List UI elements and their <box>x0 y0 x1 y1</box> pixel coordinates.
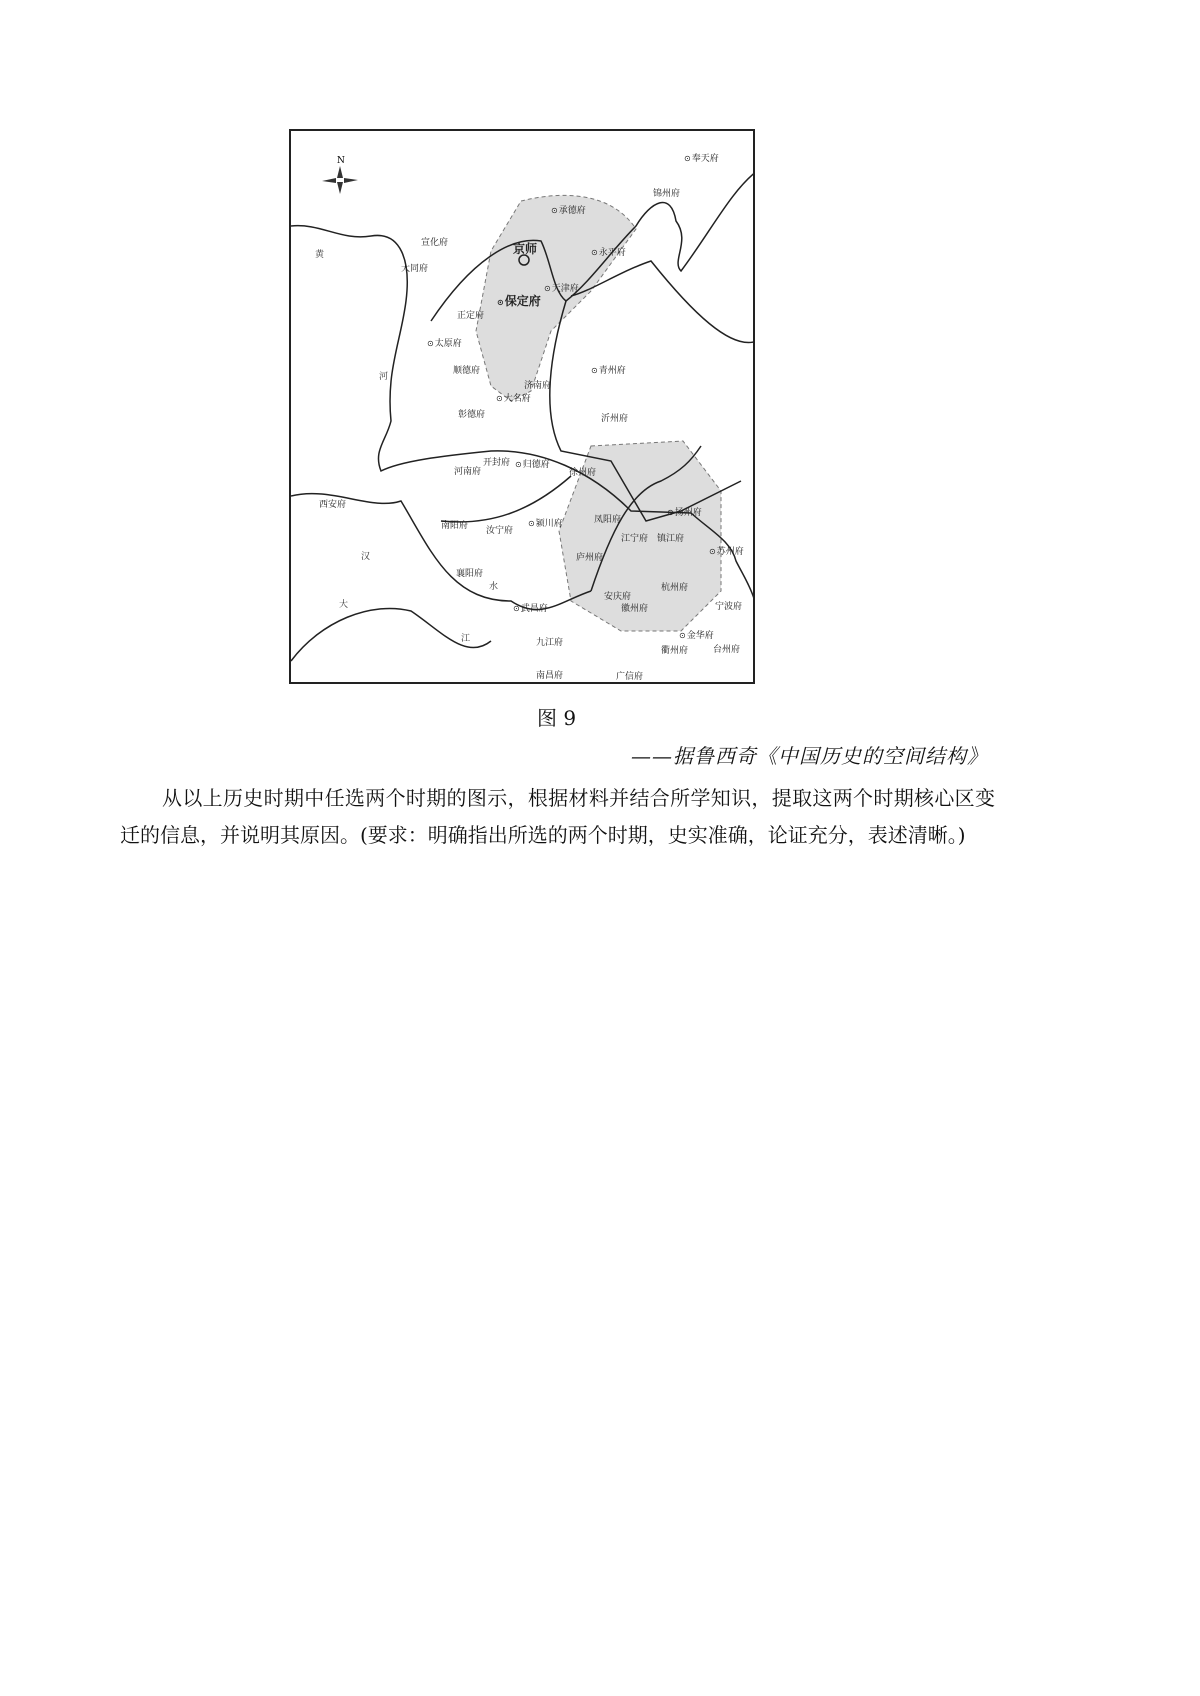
map-label-fengtian: ⊙ 奉天府 <box>684 151 719 164</box>
map-label-runing: 汝宁府 <box>486 526 514 536</box>
river-label-he: 河 <box>379 372 389 382</box>
river-label-han: 汉 <box>361 552 371 562</box>
map-label-datong: 大同府 <box>401 264 429 274</box>
map-label-jiangning: 江宁府 <box>621 534 649 544</box>
map-label-shunde: 顺德府 <box>453 366 481 376</box>
map-label-kaifeng: 开封府 <box>483 458 511 468</box>
map-label-chengde: ⊙ 承德府 <box>551 203 586 216</box>
map-label-hangzhou: 杭州府 <box>661 583 689 593</box>
map-label-jinzhou: 锦州府 <box>653 189 681 199</box>
map-label-jiujiang: 九江府 <box>536 638 564 648</box>
map-label-yongping: ⊙ 永平府 <box>591 245 626 258</box>
map-label-nanyang: 南阳府 <box>441 521 469 531</box>
map-label-anqing: 安庆府 <box>604 592 632 602</box>
map-label-xiangyang: 襄阳府 <box>456 569 484 579</box>
map-label-jinan: 济南府 <box>524 381 552 391</box>
compass-north: N <box>337 156 345 166</box>
map-label-guide: ⊙ 归德府 <box>515 457 550 470</box>
map-label-suzhou: ⊙ 苏州府 <box>709 544 744 557</box>
map-label-qingzhou: ⊙ 青州府 <box>591 363 626 376</box>
map-label-huizhou: 徽州府 <box>621 604 649 614</box>
figure-source: ——据鲁西奇《中国历史的空间结构》 <box>631 744 988 768</box>
map-label-quzhou: 衢州府 <box>661 646 689 656</box>
map-label-xuanhua: 宣化府 <box>421 238 449 248</box>
historical-map <box>289 129 755 684</box>
map-label-taizhou: 台州府 <box>713 645 741 655</box>
question-text: 从以上历史时期中任选两个时期的图示，根据材料并结合所学知识，提取这两个时期核心区变迁的信息，并说明其原因。(要求：明确指出所选的两个时期，史实准确，论证充分，表述清晰。) <box>120 786 995 847</box>
map-label-yingchuan: ⊙ 颍川府 <box>528 516 563 529</box>
map-label-yizhou: 沂州府 <box>601 414 629 424</box>
map-label-yangzhou: ⊙ 扬州府 <box>667 505 702 518</box>
figure-caption: 图 9 <box>537 706 577 730</box>
map-label-guangxin: 广信府 <box>616 672 644 682</box>
compass-icon <box>322 166 358 194</box>
map-label-baoding: ⊙ 保定府 <box>497 292 541 309</box>
map-label-jingshi: 京师 <box>513 242 538 256</box>
map-label-nanchang: 南昌府 <box>536 671 564 681</box>
map-label-daming: ⊙ 大名府 <box>496 391 531 404</box>
map-label-luzhou: 庐州府 <box>576 553 604 563</box>
map-label-fengyang: 凤阳府 <box>594 515 622 525</box>
map-label-jinhua: ⊙ 金华府 <box>679 628 714 641</box>
river-label-jiang: 江 <box>461 634 471 644</box>
map-label-zhangde: 彰德府 <box>458 410 486 420</box>
map-label-taiyuan: ⊙ 太原府 <box>427 336 462 349</box>
map-label-wuchang: ⊙ 武昌府 <box>513 601 548 614</box>
map-label-xuzhou: 徐州府 <box>569 468 597 478</box>
river-label-shui: 水 <box>489 582 499 592</box>
map-label-tianjin: ⊙ 天津府 <box>544 281 579 294</box>
river-label-da: 大 <box>339 600 349 610</box>
river-label-huang: 黄 <box>315 250 325 260</box>
map-label-henan: 河南府 <box>454 467 482 477</box>
map-label-xian: 西安府 <box>319 500 347 510</box>
map-label-ningbo: 宁波府 <box>715 602 743 612</box>
map-label-zhengding: 正定府 <box>457 311 485 321</box>
map-label-zhenjiang: 镇江府 <box>657 534 685 544</box>
